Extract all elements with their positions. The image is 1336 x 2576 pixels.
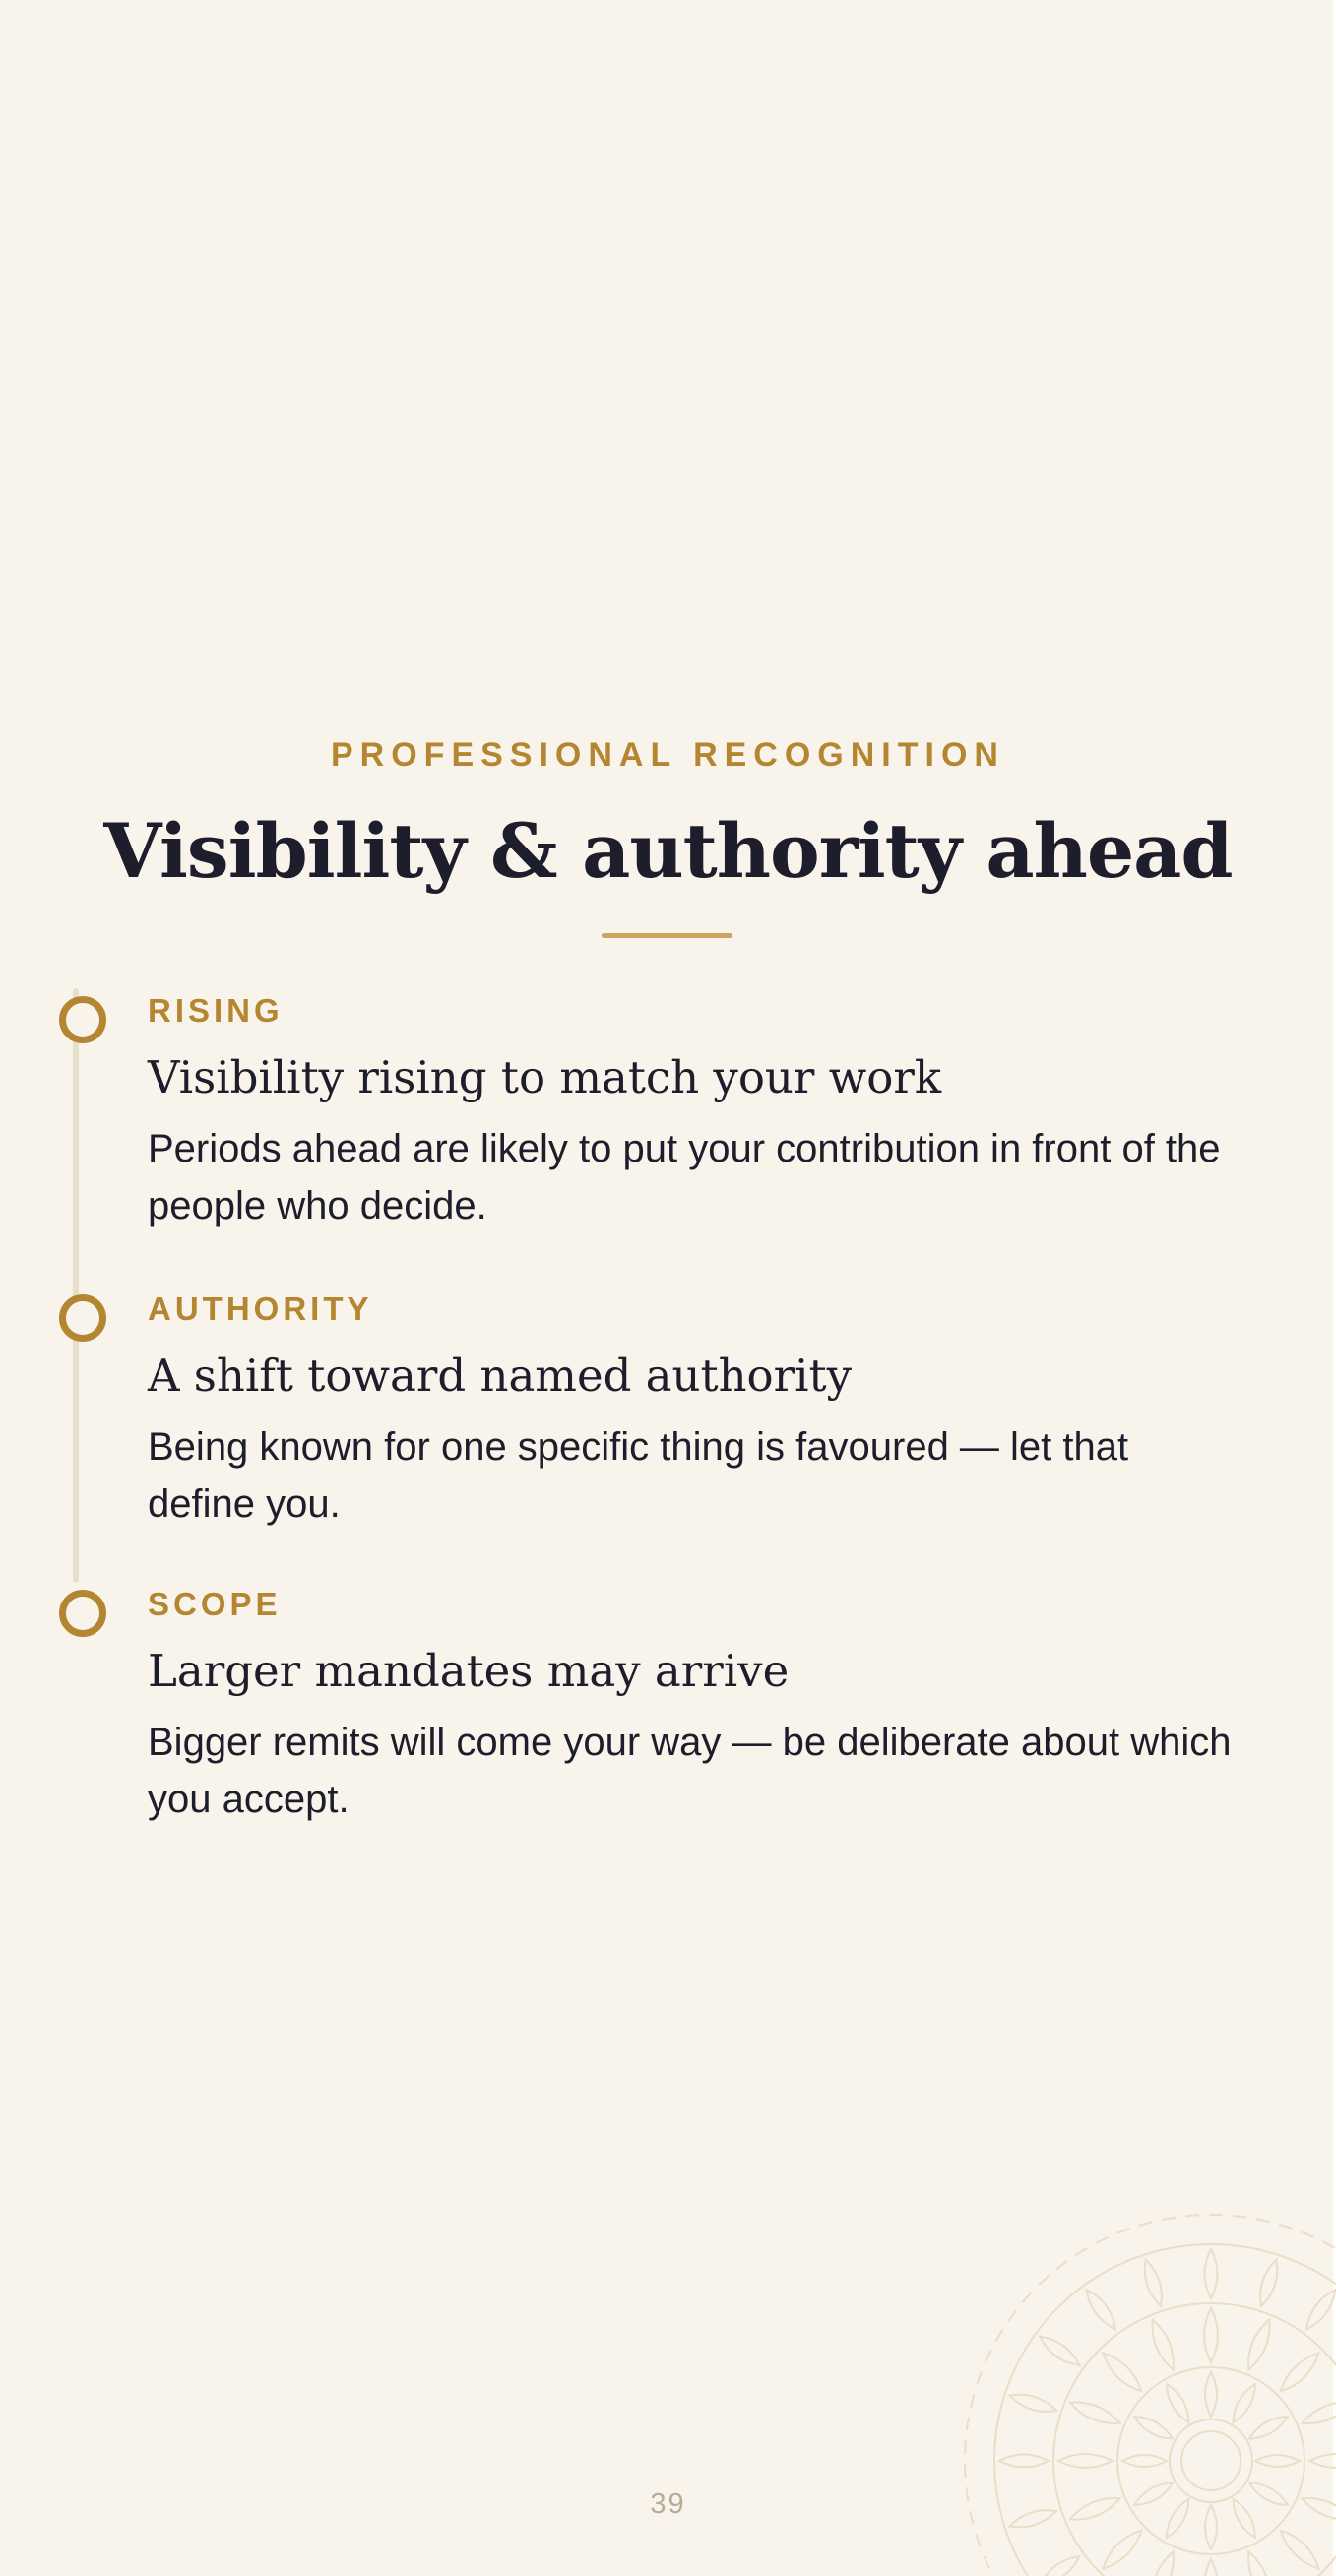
title-divider [602, 933, 732, 938]
timeline-title: A shift toward named authority [148, 1350, 853, 1402]
timeline-tag: RISING [148, 992, 284, 1029]
timeline-line [73, 988, 79, 1583]
timeline-title: Larger mandates may arrive [148, 1645, 790, 1697]
timeline-title: Visibility rising to match your work [148, 1051, 942, 1103]
section-eyebrow: PROFESSIONAL RECOGNITION [331, 736, 1005, 774]
ring-marker-icon [59, 996, 106, 1043]
timeline-body: Being known for one specific thing is favoured — let that define you. [148, 1425, 1129, 1526]
timeline-body: Bigger remits will come your way — be deliberate about which you accept. [148, 1721, 1232, 1821]
page-title: Visibility & authority ahead [103, 807, 1233, 895]
timeline-body: Periods ahead are likely to put your contribution in front of the people who decide. [148, 1127, 1221, 1227]
page-number: 39 [650, 2488, 686, 2520]
ring-marker-icon [59, 1294, 106, 1342]
timeline-tag: AUTHORITY [148, 1290, 373, 1327]
timeline-tag: SCOPE [148, 1586, 282, 1622]
ring-marker-icon [59, 1590, 106, 1637]
